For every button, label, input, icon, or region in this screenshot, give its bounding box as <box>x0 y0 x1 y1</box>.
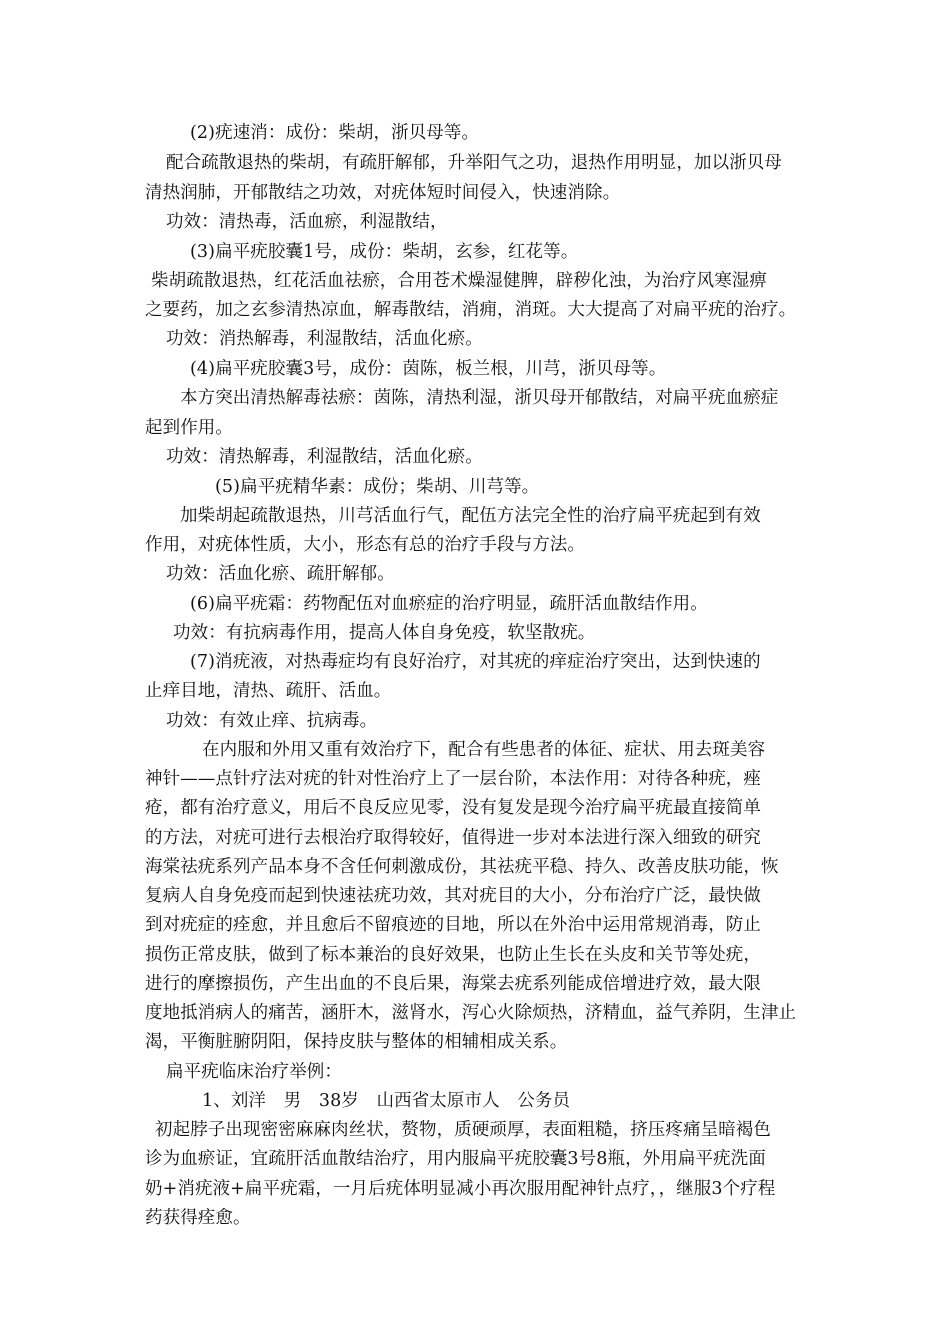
text-line: 之要药，加之玄参清热凉血，解毒散结，消痈，消斑。大大提高了对扁平疣的治疗。 <box>145 300 797 320</box>
text-line: 扁平疣临床治疗举例： <box>166 1062 342 1082</box>
text-line: 药获得痊愈。 <box>145 1208 251 1228</box>
text-line: 进行的摩擦损伤，产生出血的不良后果，海棠去疣系列能成倍增进疗效，最大限 <box>145 974 761 994</box>
text-line: 加柴胡起疏散退热，川芎活血行气，配伍方法完全性的治疗扁平疣起到有效 <box>180 506 761 526</box>
text-line: 损伤正常皮肤，做到了标本兼治的良好效果，也防止生长在头皮和关节等处疣， <box>145 945 761 965</box>
text-line: 疮，都有治疗意义，用后不良反应见零，没有复发是现今治疗扁平疣最直接简单 <box>145 798 761 818</box>
text-line: (3)扁平疣胶囊1号，成份：柴胡，玄参，红花等。 <box>190 242 579 262</box>
text-line: 渴，平衡脏腑阴阳，保持皮肤与整体的相辅相成关系。 <box>145 1032 568 1052</box>
text-line: (2)疣速消：成份：柴胡，浙贝母等。 <box>190 123 480 143</box>
text-line: 功效：有效止痒、抗病毒。 <box>166 711 378 731</box>
text-line: 在内服和外用又重有效治疗下，配合有些患者的体征、症状、用去斑美容 <box>202 740 766 760</box>
text-line: 清热润肺，开郁散结之功效，对疣体短时间侵入，快速消除。 <box>145 183 621 203</box>
text-line: 止痒目地，清热、疏肝、活血。 <box>145 681 392 701</box>
text-line: (6)扁平疣霜：药物配伍对血瘀症的治疗明显，疏肝活血散结作用。 <box>190 594 708 614</box>
text-line: 功效：消热解毒，利湿散结，活血化瘀。 <box>166 329 483 349</box>
text-line: 度地抵消病人的痛苦，涵肝木，滋肾水，泻心火除烦热，济精血，益气养阴，生津止 <box>145 1003 797 1023</box>
text-line: 作用，对疣体性质，大小，形态有总的治疗手段与方法。 <box>145 535 585 555</box>
text-line: 功效：清热毒，活血瘀，利湿散结， <box>166 212 448 232</box>
text-line: 功效：活血化瘀、疏肝解郁。 <box>166 564 395 584</box>
text-line: 功效：清热解毒，利湿散结，活血化瘀。 <box>166 447 483 467</box>
text-line: 初起脖子出现密密麻麻肉丝状，赘物，质硬顽厚，表面粗糙，挤压疼痛呈暗褐色 <box>155 1120 771 1140</box>
text-line: 诊为血瘀证，宜疏肝活血散结治疗，用内服扁平疣胶囊3号8瓶，外用扁平疣洗面 <box>145 1149 766 1169</box>
text-line: 本方突出清热解毒祛瘀：茵陈，清热利湿，浙贝母开郁散结，对扁平疣血瘀症 <box>180 388 779 408</box>
text-line: 配合疏散退热的柴胡，有疏肝解郁，升举阳气之功，退热作用明显，加以浙贝母 <box>166 153 782 173</box>
text-line: 奶+消疣液+扁平疣霜，一月后疣体明显减小再次服用配神针点疗，，继服3个疗程 <box>145 1179 776 1199</box>
text-line: (5)扁平疣精华素：成份；柴胡、川芎等。 <box>215 477 540 497</box>
text-line: 海棠祛疣系列产品本身不含任何刺激成份，其祛疣平稳、持久、改善皮肤功能，恢 <box>145 857 779 877</box>
text-line: 到对疣症的痊愈，并且愈后不留痕迹的目地，所以在外治中运用常规消毒，防止 <box>145 915 761 935</box>
text-line: 起到作用。 <box>145 418 233 438</box>
text-line: 柴胡疏散退热，红花活血祛瘀，合用苍术燥湿健脾，辟秽化浊，为治疗风寒湿痹 <box>151 271 767 291</box>
text-line: 复病人自身免疫而起到快速祛疣功效，其对疣目的大小，分布治疗广泛，最快做 <box>145 886 761 906</box>
text-line: (7)消疣液，对热毒症均有良好治疗，对其疣的痒症治疗突出，达到快速的 <box>190 652 761 672</box>
text-line: 1、刘洋 男 38岁 山西省太原市人 公务员 <box>202 1091 571 1111</box>
text-line: 神针——点针疗法对疣的针对性治疗上了一层台阶，本法作用：对待各种疣，痤 <box>145 769 761 789</box>
text-line: 的方法，对疣可进行去根治疗取得较好，值得进一步对本法进行深入细致的研究 <box>145 828 761 848</box>
text-line: (4)扁平疣胶囊3号，成份：茵陈，板兰根，川芎，浙贝母等。 <box>190 359 667 379</box>
text-line: 功效：有抗病毒作用，提高人体自身免疫，软坚散疣。 <box>173 623 596 643</box>
